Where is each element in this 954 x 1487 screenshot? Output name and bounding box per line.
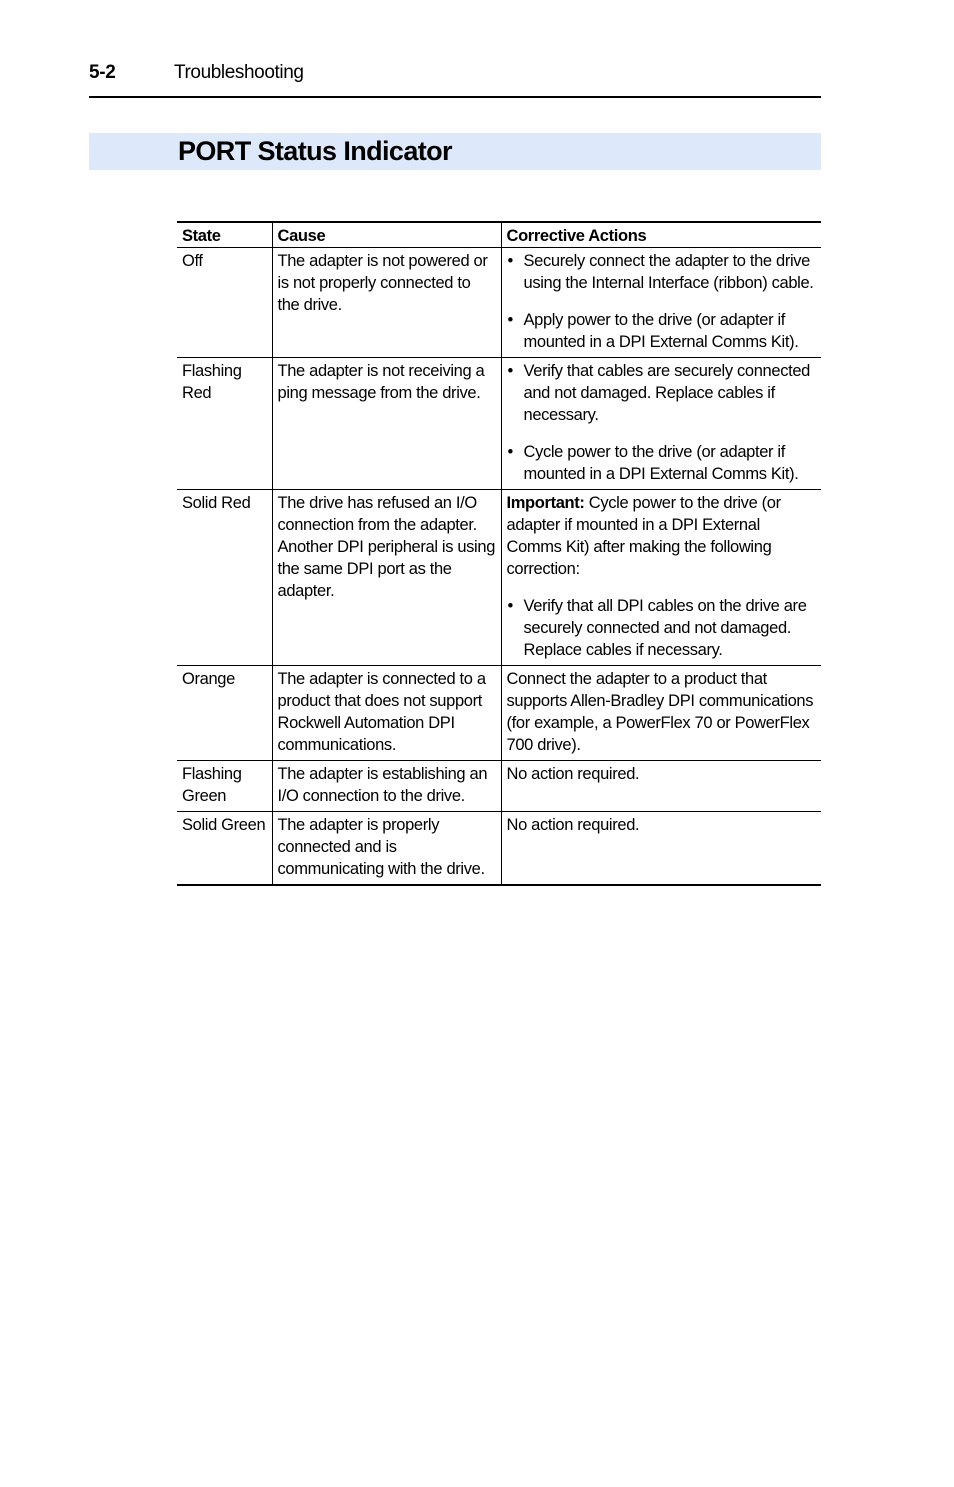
action-text: Cycle power to the drive (or adapter if mounted in a DPI External Comms Kit).: [523, 443, 799, 483]
bullet-icon: •: [507, 252, 513, 270]
column-header-cause: Cause: [272, 222, 501, 248]
actions-cell: [501, 358, 821, 490]
page-header: [89, 62, 821, 98]
port-status-table: [177, 221, 821, 886]
action-text: Apply power to the drive (or adapter if mounted in a DPI External Comms Kit).: [523, 311, 799, 351]
state-cell: Solid Red: [177, 490, 272, 666]
cause-cell: The drive has refused an I/O connection from the adapter. Another DPI peripheral is using the same DPI port as the adapter.: [272, 490, 501, 666]
chapter-title: Troubleshooting: [174, 62, 304, 83]
important-note: [507, 492, 818, 580]
actions-cell: No action required.: [501, 812, 821, 886]
actions-cell: [501, 490, 821, 666]
action-bullet: [507, 250, 818, 294]
table-row: [177, 490, 821, 666]
action-text: Verify that cables are securely connected and not damaged. Replace cables if necessary.: [523, 362, 810, 424]
actions-cell: No action required.: [501, 761, 821, 812]
important-label: Important:: [506, 494, 585, 512]
cause-cell: The adapter is not powered or is not properly connected to the drive.: [272, 248, 501, 358]
action-bullet: [507, 441, 818, 485]
cause-cell: The adapter is connected to a product that does not support Rockwell Automation DPI communications.: [272, 666, 501, 761]
cause-cell: The adapter is not receiving a ping message from the drive.: [272, 358, 501, 490]
bullet-icon: •: [507, 362, 513, 380]
actions-cell: Connect the adapter to a product that supports Allen-Bradley DPI communications (for example, a PowerFlex 70 or PowerFlex 700 drive).: [501, 666, 821, 761]
state-cell: Off: [177, 248, 272, 358]
section-title: PORT Status Indicator: [178, 136, 452, 166]
column-header-state: State: [177, 222, 272, 248]
bullet-icon: •: [507, 597, 513, 615]
table-row: [177, 666, 821, 761]
action-bullet: [507, 595, 818, 661]
column-header-corrective-actions: Corrective Actions: [501, 222, 821, 248]
state-cell: Solid Green: [177, 812, 272, 886]
actions-cell: [501, 248, 821, 358]
bullet-icon: •: [507, 443, 513, 461]
table-row: [177, 358, 821, 490]
table-row: [177, 761, 821, 812]
state-cell: Flashing Green: [177, 761, 272, 812]
cause-cell: The adapter is establishing an I/O connection to the drive.: [272, 761, 501, 812]
state-cell: Orange: [177, 666, 272, 761]
action-bullet: [507, 309, 818, 353]
table-row: [177, 248, 821, 358]
page-number: 5-2: [89, 62, 116, 83]
important-text: Cycle power to the drive (or adapter if mounted in a DPI External Comms Kit) after making the following correction:: [506, 494, 781, 578]
action-text: Securely connect the adapter to the drive using the Internal Interface (ribbon) cable.: [523, 252, 814, 292]
bullet-icon: •: [507, 311, 513, 329]
action-bullet: [507, 360, 818, 426]
section-heading-band: [89, 133, 821, 170]
table-row: [177, 812, 821, 886]
table-header-row: [177, 222, 821, 248]
cause-cell: The adapter is properly connected and is communicating with the drive.: [272, 812, 501, 886]
action-text: Verify that all DPI cables on the drive are securely connected and not damaged. Replace cables if necessary.: [523, 597, 807, 659]
state-cell: Flashing Red: [177, 358, 272, 490]
